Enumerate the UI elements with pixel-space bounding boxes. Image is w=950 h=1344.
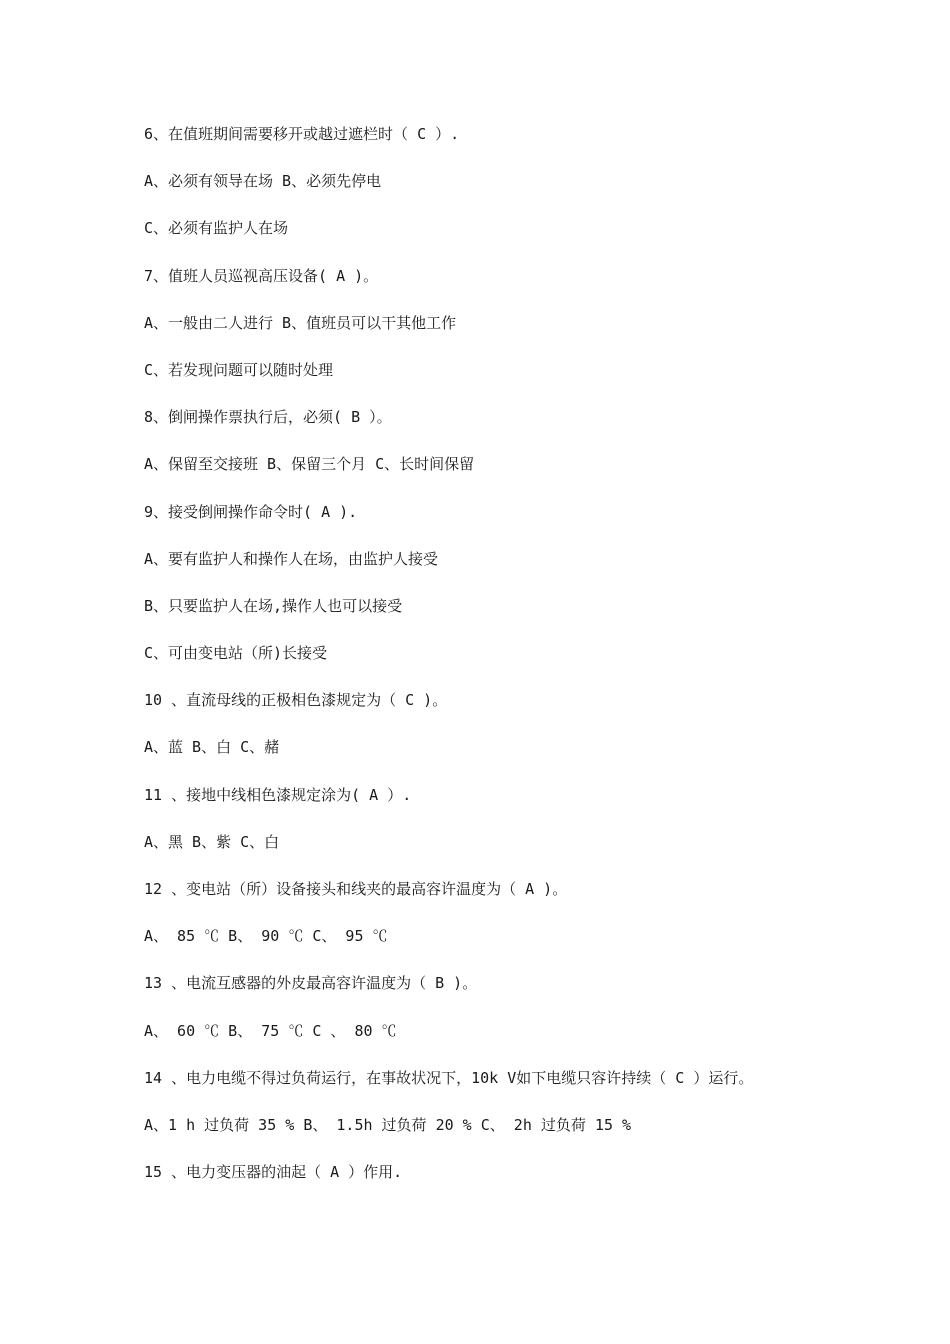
question-6-options-ab: A、必须有领导在场 B、必须先停电 — [144, 172, 382, 191]
question-7-option-c: C、若发现问题可以随时处理 — [144, 360, 334, 379]
question-7-text: 7、值班人员巡视高压设备( A )。 — [144, 266, 379, 285]
question-8-options: A、保留至交接班 B、保留三个月 C、长时间保留 — [144, 455, 475, 474]
question-15-text: 15 、电力变压器的油起（ A ）作用. — [144, 1163, 403, 1182]
question-9-option-b: B、只要监护人在场,操作人也可以接受 — [144, 596, 403, 615]
question-9-option-a: A、要有监护人和操作人在场，由监护人接受 — [144, 549, 439, 568]
question-14-text: 14 、电力电缆不得过负荷运行，在事故状况下，10k V如下电缆只容许持续（ C ）运行。 — [144, 1068, 754, 1087]
question-11-text: 11 、接地中线相色漆规定涂为( A ）. — [144, 785, 412, 804]
question-13-text: 13 、电流互感器的外皮最高容许温度为（ B )。 — [144, 974, 478, 993]
question-12-text: 12 、变电站（所）设备接头和线夹的最高容许温度为（ A )。 — [144, 880, 568, 898]
question-list — [144, 122, 924, 1207]
question-9-option-c: C、可由变电站（所)长接受 — [144, 644, 328, 663]
question-9-text: 9、接受倒闸操作命令时( A ). — [144, 502, 358, 521]
question-12-options: A、 85 ℃ B、 90 ℃ C、 95 ℃ — [144, 927, 388, 946]
question-8-text: 8、倒闸操作票执行后，必须( B ）。 — [144, 408, 392, 427]
question-14-options: A、1 h 过负荷 35 % B、 1.5h 过负荷 20 % C、 2h 过负荷 15 % — [144, 1115, 632, 1134]
question-10-options: A、蓝 B、白 C、赭 — [144, 738, 280, 757]
question-13-options: A、 60 ℃ B、 75 ℃ C 、 80 ℃ — [144, 1021, 397, 1040]
question-7-options-ab: A、一般由二人进行 B、值班员可以干其他工作 — [144, 313, 457, 332]
question-6-text: 6、在值班期间需要移开或越过遮栏时（ C ）. — [144, 125, 460, 143]
question-11-options: A、黑 B、紫 C、白 — [144, 832, 280, 851]
question-6-option-c: C、必须有监护人在场 — [144, 219, 289, 238]
question-10-text: 10 、直流母线的正极相色漆规定为（ C )。 — [144, 691, 448, 710]
